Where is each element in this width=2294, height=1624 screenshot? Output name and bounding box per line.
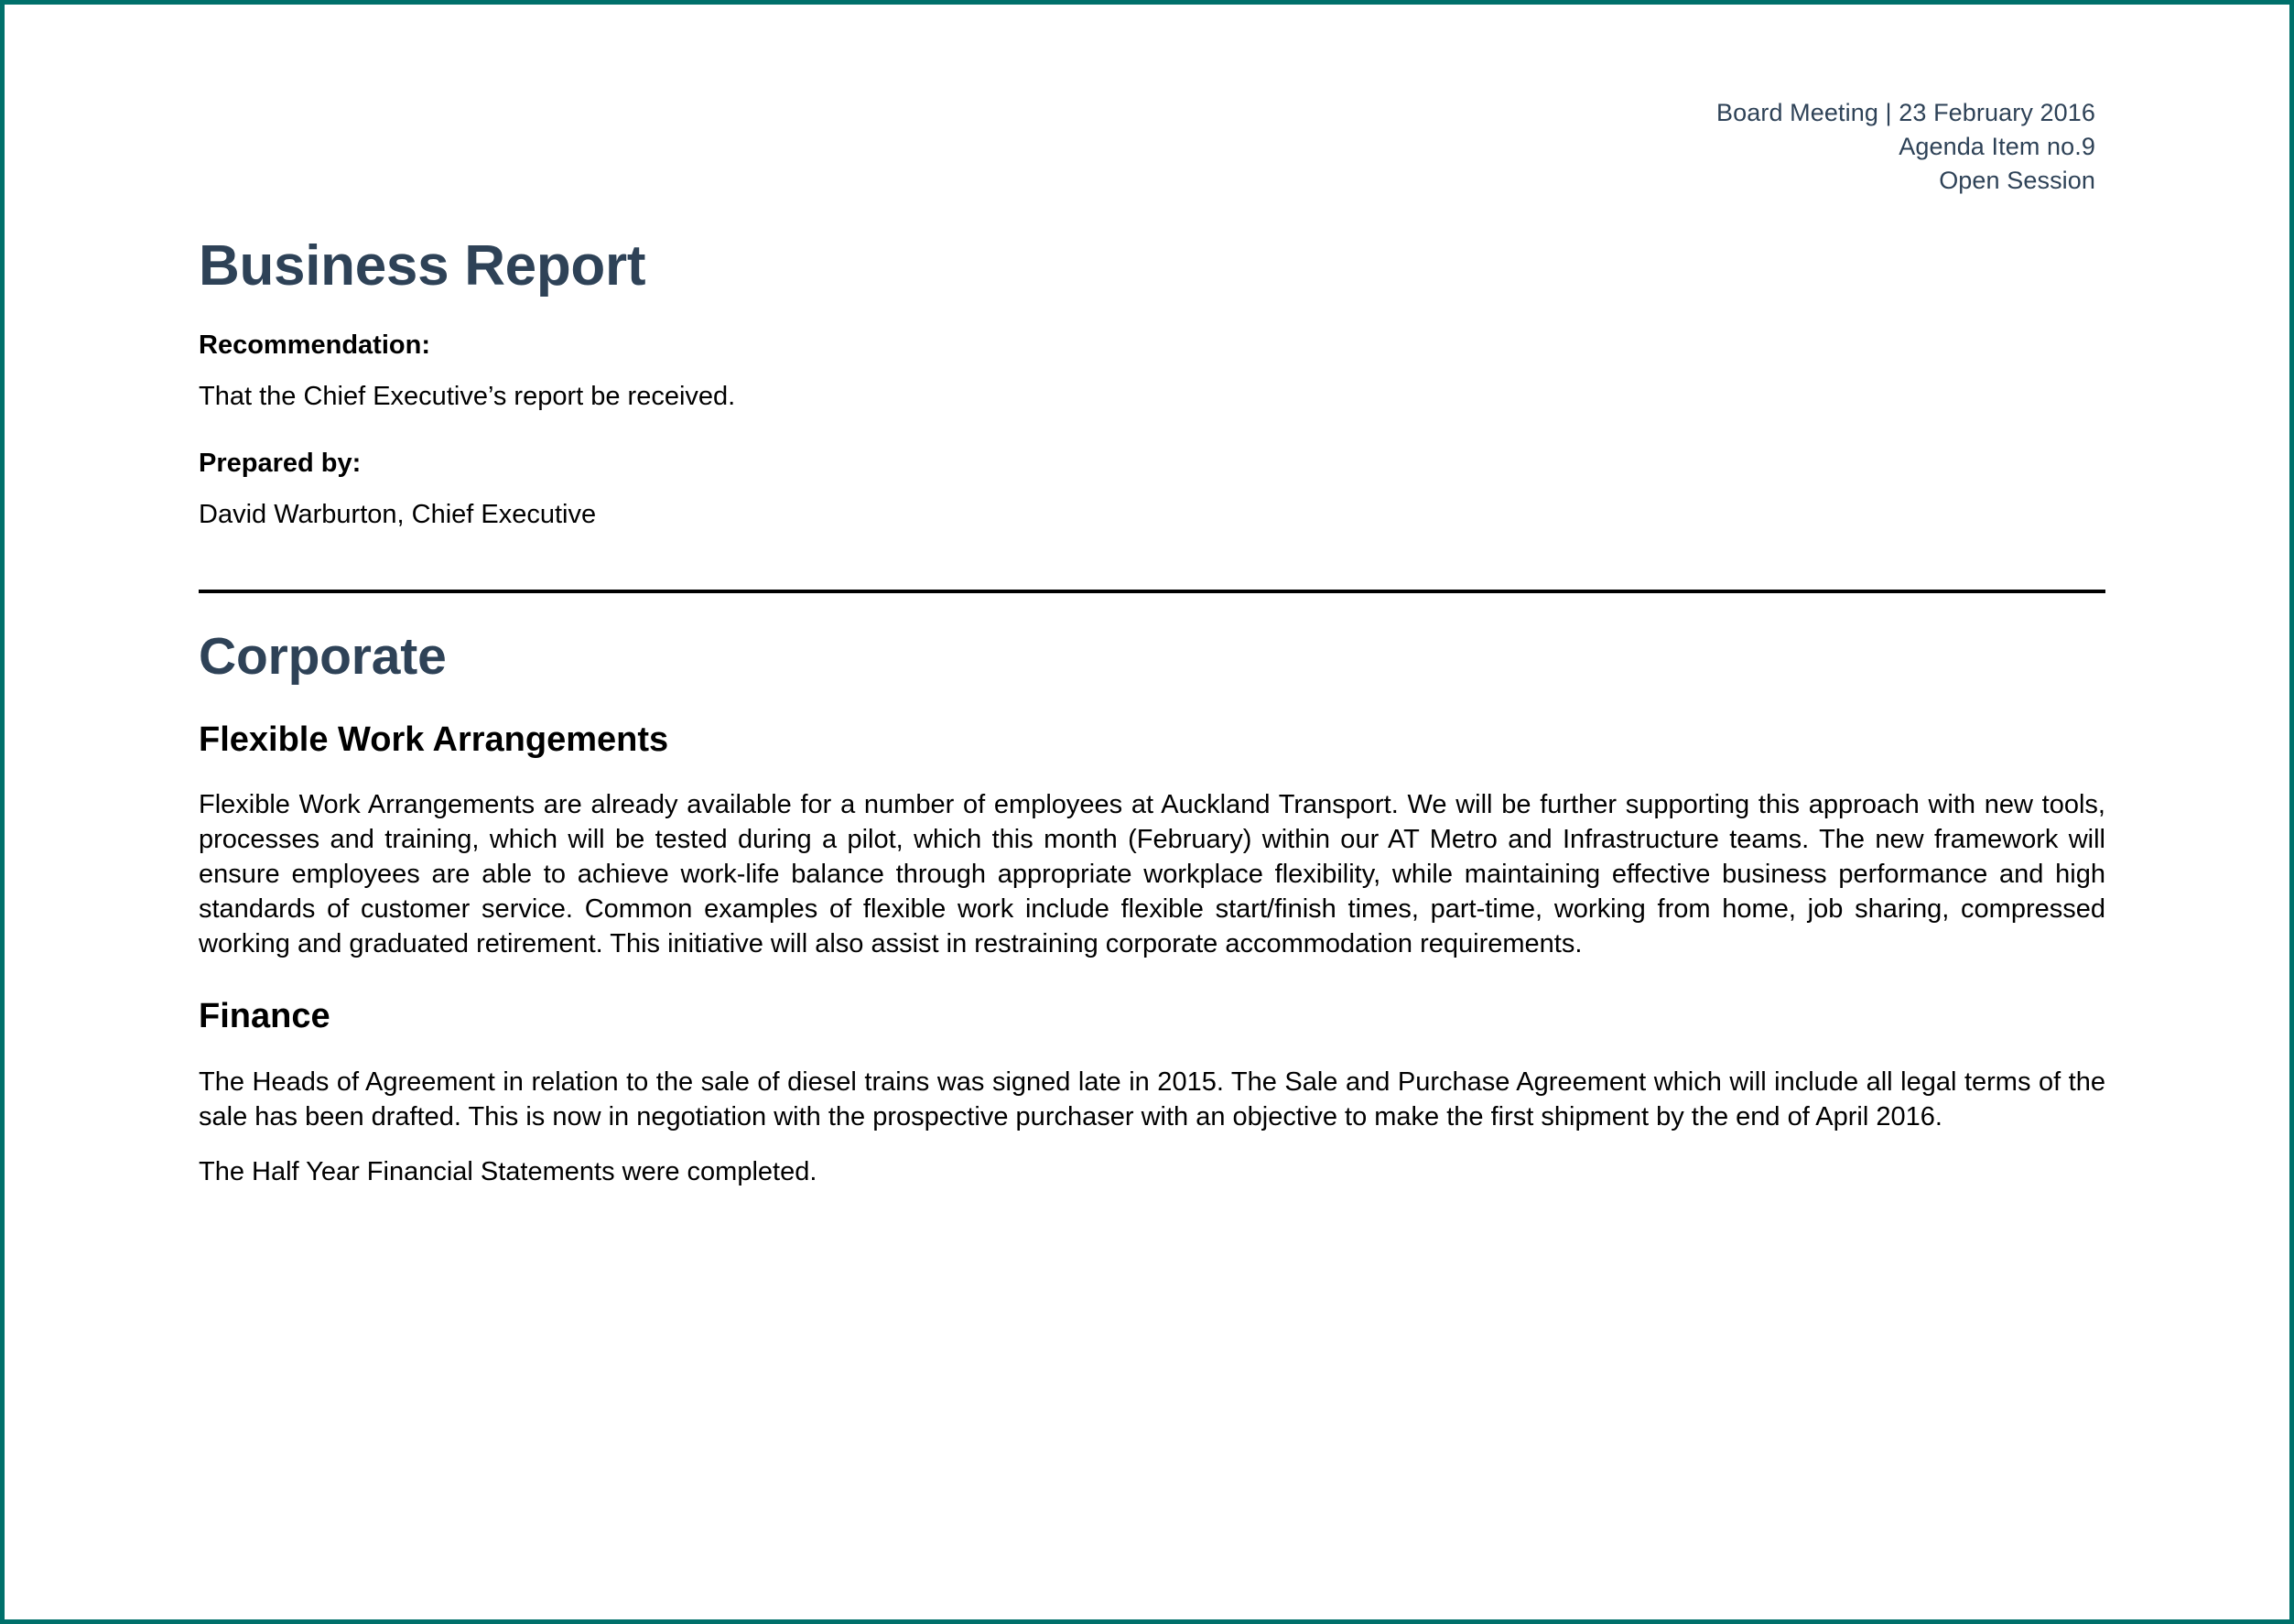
- paragraph-flexible-work: Flexible Work Arrangements are already available for a number of employees at Auckland Transport. We will be further supporting this approach with new tools, processes and training, which will be tested during a pilot, which this month (February) within our AT Metro and Infrastructure teams. The new framework will ensure employees are able to achieve work-life balance through appropriate workplace flexibility, while maintaining effective business performance and high standards of customer service. Common examples of flexible work include flexible start/finish times, part-time, working from home, job sharing, compressed working and graduated retirement. This initiative will also assist in restraining corporate accommodation requirements.: [199, 790, 2105, 959]
- recommendation-label: Recommendation:: [199, 330, 430, 361]
- subsection-heading-flexible-work-arrangements: Flexible Work Arrangements: [199, 720, 669, 759]
- page-title: Business Report: [199, 234, 646, 298]
- paragraph-finance-diesel-trains: The Heads of Agreement in relation to the sale of diesel trains was signed late in 2015. The Sale and Purchase Agreement which will include all legal terms of the sale has been drafted. This is now in negotiation with the prospective purchaser with an objective to make the first shipment by the end of April 2016.: [199, 1066, 2105, 1131]
- recommendation-value: That the Chief Executive’s report be received.: [199, 381, 736, 411]
- header-meeting-line: Board Meeting | 23 February 2016: [1716, 99, 2095, 126]
- document-content: [199, 5, 2105, 1190]
- paragraph-finance-half-year: The Half Year Financial Statements were completed.: [199, 1156, 817, 1186]
- header-session-type: Open Session: [1939, 166, 2095, 194]
- prepared-by-value: David Warburton, Chief Executive: [199, 500, 597, 530]
- section-heading-corporate: Corporate: [199, 626, 447, 686]
- page-inner: [5, 5, 2289, 1619]
- header-agenda-item: Agenda Item no.9: [1899, 132, 2095, 160]
- prepared-by-label: Prepared by:: [199, 449, 362, 479]
- subsection-heading-finance: Finance: [199, 997, 330, 1036]
